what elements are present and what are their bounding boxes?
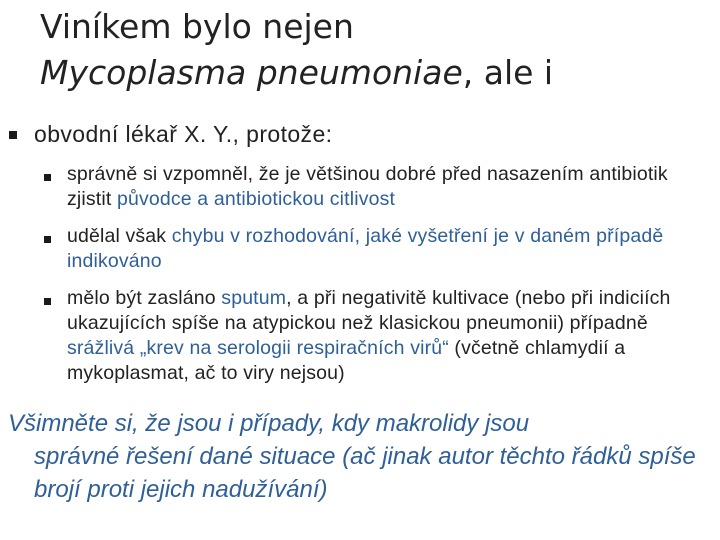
title-line-2 — [40, 50, 700, 96]
sub-bullet-3-text: mělo být zasláno — [67, 287, 222, 309]
sub-bullet-3-highlight: sputum — [221, 287, 287, 309]
closing-note — [8, 407, 708, 506]
slide-title — [40, 4, 700, 96]
bullet-marker — [9, 131, 17, 139]
sub-bullet-marker — [44, 298, 51, 305]
sub-bullet-2-text: udělal však — [67, 225, 172, 247]
note-line-1: Všimněte si, že jsou i případy, kdy makrolidy jsou — [8, 410, 530, 437]
sub-bullet-1-text: správně si vzpomněl, že je většinou dobré před nasazením antibiotik zjistit — [67, 163, 668, 210]
sub-bullet-marker — [44, 236, 51, 243]
sub-bullet-3-highlight-2: srážlivá „krev na serologii respiračních virů“ — [67, 337, 449, 359]
sub-bullet-2 — [67, 224, 712, 274]
sub-bullet-3 — [67, 286, 712, 386]
note-line-2: správné řešení dané situace (ač jinak autor těchto řádků spíše brojí proti jejich nadužívání) — [34, 443, 696, 503]
sub-bullet-3-text-2: , a při negativitě kultivace (nebo při indiciích ukazujících spíše na atypickou než klasickou pneumonii) případně — [67, 287, 671, 334]
sub-bullet-2-highlight: chybu v rozhodování, jaké vyšetření je v daném případě indikováno — [67, 225, 664, 272]
sub-bullet-marker — [44, 174, 51, 181]
bullet-1-text: obvodní lékař X. Y., protože: — [34, 121, 333, 147]
title-line-1: Viníkem bylo nejen — [40, 7, 354, 46]
title-organism: Mycoplasma pneumoniae — [40, 53, 463, 92]
sub-bullet-1-highlight: původce a antibiotickou citlivost — [116, 188, 396, 210]
sub-bullet-3-text-3: (včetně chlamydií a mykoplasmat, ač to viry nejsou) — [67, 337, 626, 384]
sub-bullet-1 — [67, 162, 712, 212]
title-line-2-rest: , ale i — [462, 53, 554, 92]
